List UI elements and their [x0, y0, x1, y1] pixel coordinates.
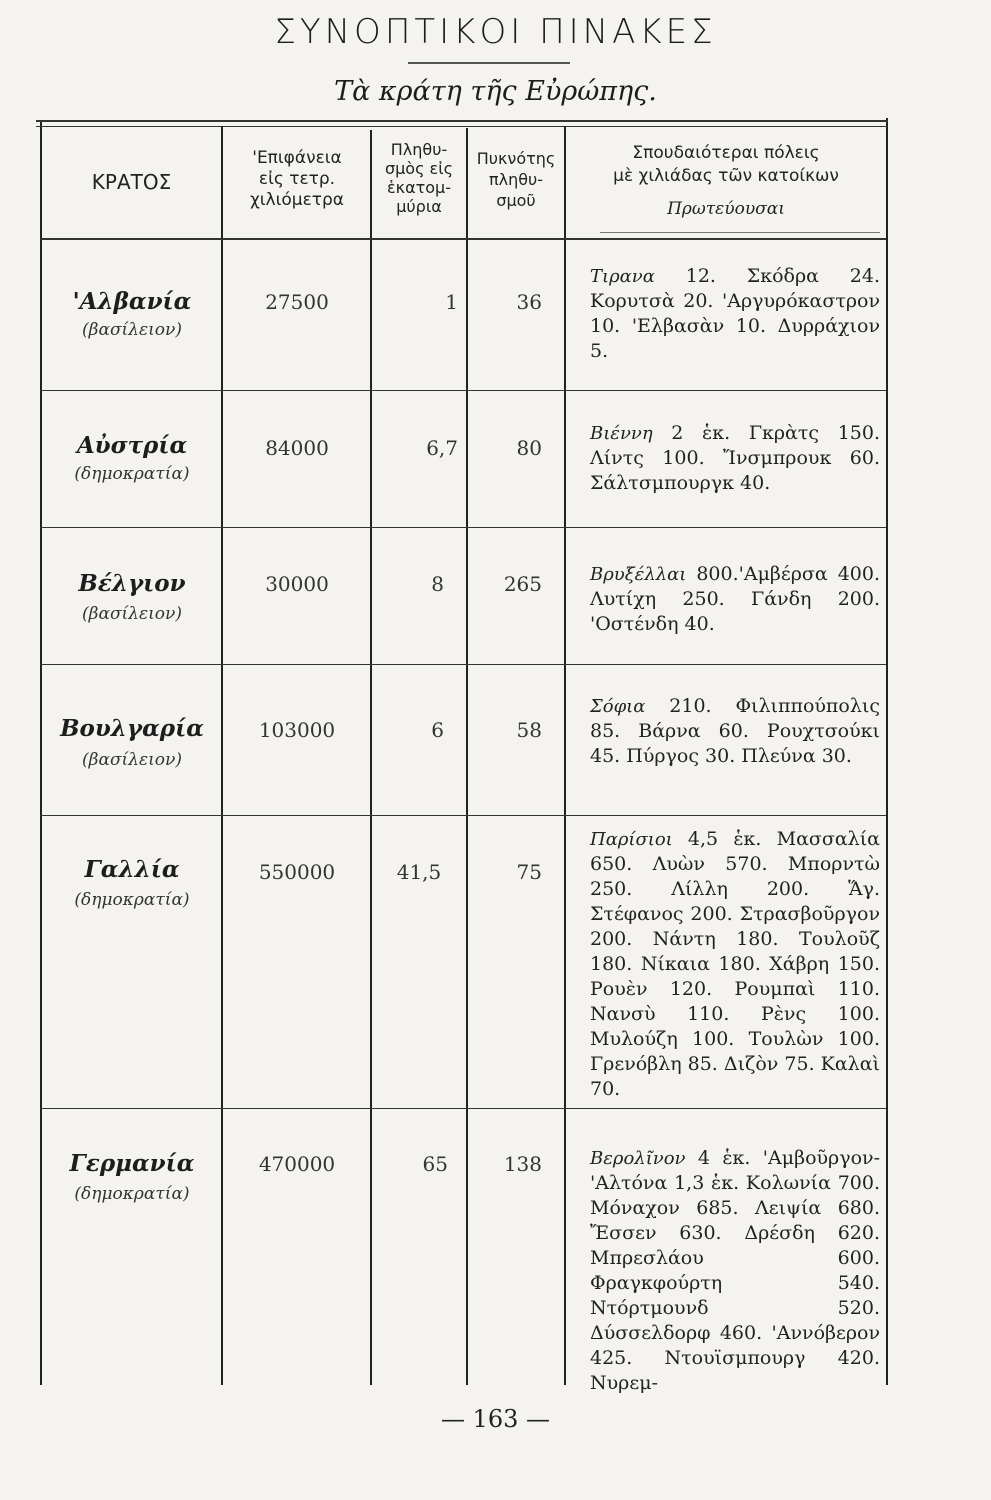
density-value: 138 — [503, 1152, 542, 1176]
page-subtitle: Τὰ κράτη τῆς Εὐρώπης. — [334, 76, 657, 107]
table-top-border — [36, 120, 888, 122]
table-left-border — [40, 120, 42, 1385]
header-cities-line: μὲ χιλιάδας τῶν κατοίκων — [613, 166, 839, 186]
cities-list: 12. Σκόδρα 24. Κορυτσὰ 20. 'Αργυρόκαστρον 10. 'Ελβασὰν 10. Δυρράχιον 5. — [590, 265, 880, 362]
area-value: 30000 — [265, 572, 329, 596]
header-state: ΚΡΑΤΟΣ — [91, 170, 172, 194]
population-value: 6,7 — [426, 436, 458, 460]
country-government: (δημοκρατία) — [74, 1184, 190, 1204]
country-government: (δημοκρατία) — [74, 464, 190, 484]
population-value: 65 — [422, 1152, 448, 1176]
density-value: 75 — [516, 860, 542, 884]
capital-name: Τιρανα — [590, 266, 655, 287]
cities-list: 800.'Αμβέρσα 400. Λυτίχη 250. Γάνδη 200. 'Οστένδη 40. — [590, 563, 880, 635]
cities-text — [590, 264, 880, 364]
row-separator — [40, 664, 886, 665]
title-underline — [408, 62, 570, 64]
capitals-rule — [600, 232, 880, 233]
table-right-border — [886, 118, 888, 1385]
header-density — [468, 148, 564, 211]
density-value: 58 — [516, 718, 542, 742]
capital-name: Παρίσιοι — [590, 829, 673, 850]
column-divider-3 — [466, 128, 468, 1385]
table-top-border-inner — [36, 126, 888, 127]
capital-name: Βιέννη — [590, 423, 653, 444]
cities-list: 4 ἑκ. 'Αμβοῦργον-'Αλτόνα 1,3 ἑκ. Κολωνία 700. Μόναχον 685. Λειψία 680. Ἔσσεν 630. Δρέσδη 620. Μπρεσλάου 600. Φραγκφούρτη 540. Ντόρτμουνδ 520. Δύσσελδορφ 460. 'Αννόβερον 425. Ντουϊσμπουργ 420. Νυρεμ- — [590, 1147, 880, 1394]
row-separator — [40, 1108, 886, 1109]
country-name: Γερμανία — [69, 1150, 195, 1177]
cities-list: 210. Φιλιππούπολις 85. Βάρνα 60. Ρουχτσούκι 45. Πύργος 30. Πλεύνα 30. — [590, 695, 880, 767]
page-title: ΣΥΝΟΠΤΙΚΟΙ ΠΙΝΑΚΕΣ — [274, 12, 717, 52]
column-divider-4 — [564, 126, 566, 1385]
population-value: 8 — [431, 572, 444, 596]
country-name: Γαλλία — [84, 856, 180, 883]
capital-name: Βρυξέλλαι — [590, 564, 687, 585]
header-cities — [566, 142, 886, 221]
cities-text — [590, 694, 880, 769]
country-government: (βασίλειον) — [82, 604, 182, 624]
country-government: (δημοκρατία) — [74, 890, 190, 910]
row-separator — [40, 390, 886, 391]
header-area-line: εἰς τετρ. — [258, 169, 336, 189]
header-area-line: χιλιόμετρα — [249, 190, 345, 210]
area-value: 470000 — [258, 1152, 336, 1176]
cities-text — [590, 562, 880, 637]
header-population-line: Πληθυ- — [390, 140, 448, 159]
cities-text — [590, 1146, 880, 1396]
density-value: 265 — [503, 572, 542, 596]
country-government: (βασίλειον) — [82, 750, 182, 770]
population-value: 6 — [431, 718, 444, 742]
capital-name: Σόφια — [590, 696, 646, 717]
header-capitals: Πρωτεύουσαι — [667, 199, 785, 219]
header-cities-line: Σπουδαιότεραι πόλεις — [632, 143, 820, 163]
cities-list: 4,5 ἑκ. Μασσαλία 650. Λυὼν 570. Μπορντὼ 250. Λίλλη 200. Ἅγ. Στέφανος 200. Στρασβοῦργον 200. Νάντη 180. Τουλοῦζ 180. Νίκαια 180. Χάβρη 150. Ρουὲν 120. Ρουμπαὶ 110. Νανσὺ 110. Ρὲνς 100. Μυλούζη 100. Τουλὼν 100. Γρενόβλη 85. Διζὸν 75. Καλαὶ 70. — [590, 828, 880, 1100]
header-population — [372, 140, 466, 216]
population-value: 1 — [445, 290, 458, 314]
area-value: 103000 — [258, 718, 336, 742]
area-value: 27500 — [265, 290, 329, 314]
cities-text — [590, 421, 880, 496]
area-value: 84000 — [265, 436, 329, 460]
country-government: (βασίλειον) — [82, 320, 182, 340]
cities-list: 2 ἑκ. Γκρὰτς 150. Λίντς 100. Ἴνσμπρουκ 60. Σάλτσμπουργκ 40. — [590, 422, 880, 494]
country-name: Αὐστρία — [76, 432, 188, 459]
population-value: 41,5 — [396, 860, 442, 884]
cities-text — [590, 827, 880, 1102]
area-value: 550000 — [258, 860, 336, 884]
column-divider-1 — [221, 126, 223, 1385]
page-number: — 163 — — [440, 1405, 551, 1433]
header-area-line: 'Επιφάνεια — [252, 148, 342, 168]
country-name: Βουλγαρία — [60, 715, 204, 742]
row-separator — [40, 527, 886, 528]
header-population-line: μύρια — [396, 197, 442, 216]
header-population-line: σμὸς εἰς — [384, 159, 454, 178]
density-value: 80 — [516, 436, 542, 460]
header-area — [224, 148, 370, 211]
column-divider-2 — [370, 130, 372, 1385]
header-density-line: σμοῦ — [496, 191, 536, 210]
country-name: 'Αλβανία — [72, 288, 192, 315]
header-bottom-rule — [40, 238, 886, 240]
header-density-line: πληθυ- — [488, 170, 544, 189]
capital-name: Βερολῖνον — [590, 1148, 686, 1169]
country-name: Βέλγιον — [78, 570, 186, 597]
header-population-line: ἑκατομ- — [387, 178, 451, 197]
density-value: 36 — [516, 290, 542, 314]
row-separator — [40, 815, 886, 816]
header-density-line: Πυκνότης — [476, 149, 556, 168]
